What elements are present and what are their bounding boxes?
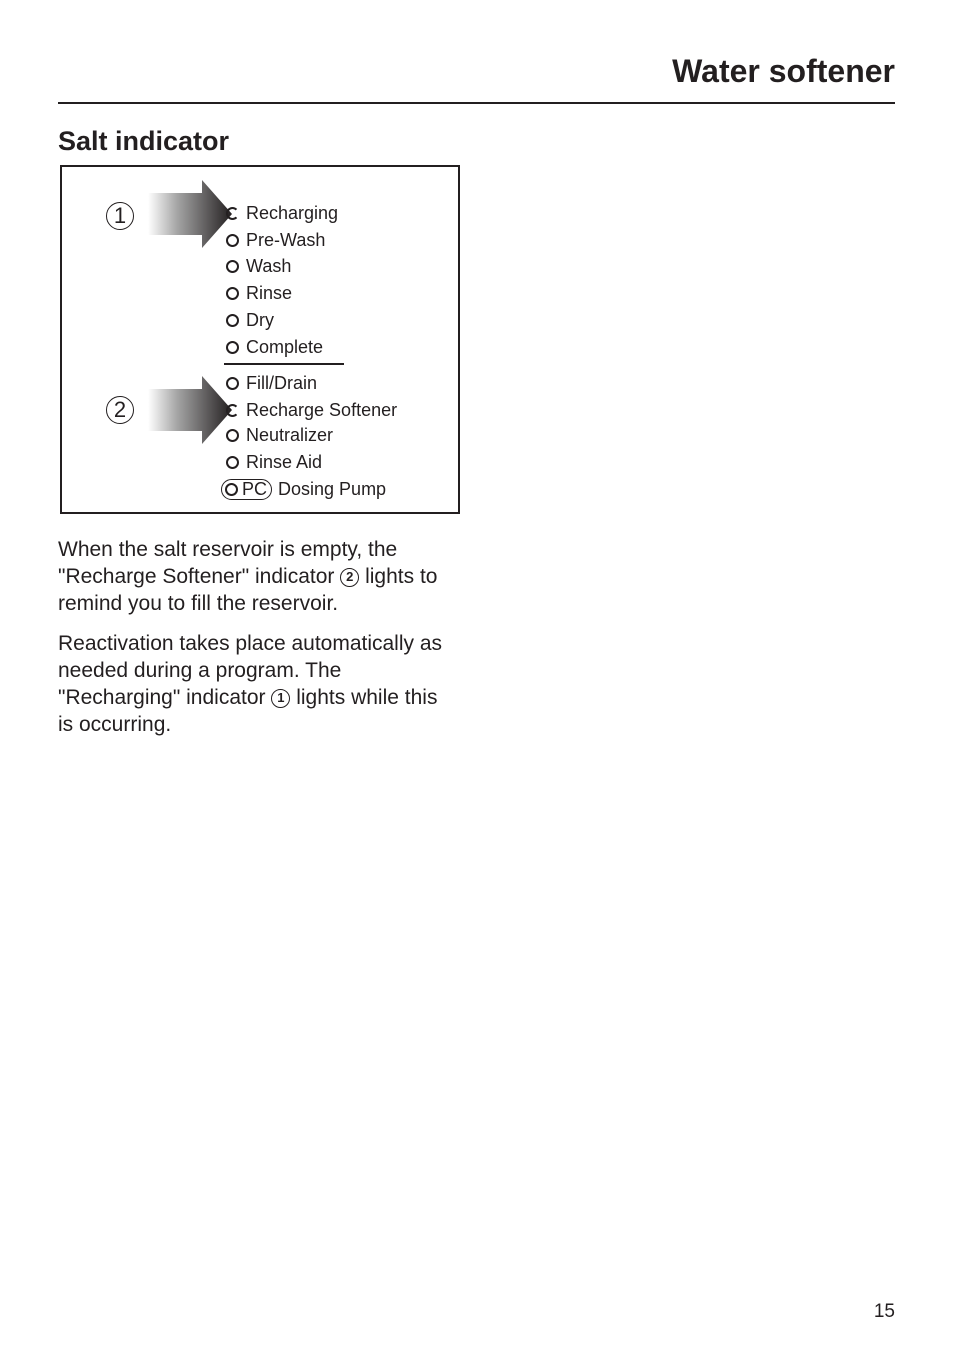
arrow-1-icon xyxy=(148,179,238,249)
indicator-lamp-icon xyxy=(226,377,239,390)
indicator-lamp-icon xyxy=(226,314,239,327)
inline-callout-2: 2 xyxy=(340,568,359,587)
indicator-label: Pre-Wash xyxy=(246,230,326,250)
callout-2: 2 xyxy=(106,396,134,424)
paragraph-reactivation xyxy=(58,630,458,738)
indicator-rinse-aid xyxy=(226,451,322,473)
indicator-label: Neutralizer xyxy=(246,425,334,445)
indicator-lamp-icon xyxy=(225,483,238,496)
paragraph-text: lights while this is occurring. xyxy=(58,686,438,736)
indicator-lamp-icon xyxy=(226,260,239,273)
indicator-lamp-icon xyxy=(226,404,239,417)
indicator-panel-figure xyxy=(60,165,460,514)
page-number: 15 xyxy=(873,1301,895,1322)
indicator-divider xyxy=(224,363,344,365)
indicator-label: Rinse xyxy=(246,283,293,303)
indicator-lamp-icon xyxy=(226,234,239,247)
indicator-dry xyxy=(226,309,274,331)
indicator-recharging xyxy=(226,202,338,224)
indicator-label: Rinse Aid xyxy=(246,452,323,472)
paragraph-empty-reservoir xyxy=(58,536,458,617)
page-title: Water softener xyxy=(672,53,895,89)
indicator-wash xyxy=(226,255,291,277)
indicator-label: Recharge Softener xyxy=(246,400,398,420)
indicator-rinse xyxy=(226,282,292,304)
indicator-lamp-icon xyxy=(226,341,239,354)
callout-1: 1 xyxy=(106,202,134,230)
page-header xyxy=(58,52,895,104)
pc-label: PC xyxy=(242,479,268,499)
indicator-label: Complete xyxy=(246,337,324,357)
paragraph-text: lights to remind you to fill the reservoir. xyxy=(58,565,438,615)
indicator-lamp-icon xyxy=(226,207,239,220)
pc-badge xyxy=(221,479,272,500)
indicator-lamp-icon xyxy=(226,287,239,300)
section-heading: Salt indicator xyxy=(58,126,230,156)
indicator-dosing-pump xyxy=(221,478,386,500)
indicator-complete xyxy=(226,336,323,358)
indicator-label: Fill/Drain xyxy=(246,373,318,393)
indicator-lamp-icon xyxy=(226,429,239,442)
indicator-label: Dosing Pump xyxy=(278,479,387,499)
indicator-lamp-icon xyxy=(226,456,239,469)
paragraph-text: When the salt reservoir is empty, the "Recharge Softener" indicator xyxy=(58,538,398,588)
indicator-label: Recharging xyxy=(246,203,339,223)
indicator-neutralizer xyxy=(226,424,333,446)
arrow-2-icon xyxy=(148,375,238,445)
indicator-label: Dry xyxy=(246,310,274,330)
indicator-recharge-softener xyxy=(226,399,397,421)
indicator-fill-drain xyxy=(226,372,317,394)
inline-callout-1: 1 xyxy=(271,689,290,708)
indicator-label: Wash xyxy=(246,256,292,276)
indicator-pre-wash xyxy=(226,229,325,251)
paragraph-text: Reactivation takes place automatically as needed during a program. The "Recharging" indicator xyxy=(58,632,443,709)
